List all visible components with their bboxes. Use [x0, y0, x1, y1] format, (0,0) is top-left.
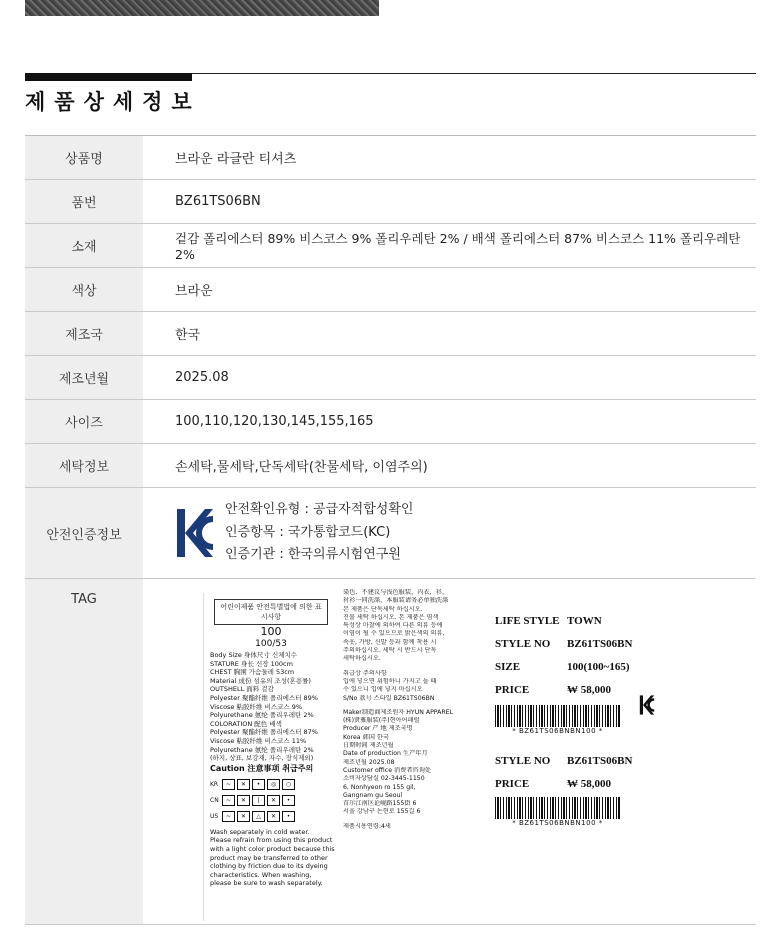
- care-country-code: CN: [210, 796, 219, 804]
- wash-tub-icon: ~: [222, 811, 235, 822]
- tag-text-line: STATURE 身长 신장 100cm: [210, 659, 293, 668]
- tag-text-line: characteristics. When washing,: [210, 870, 312, 879]
- product-image-strip: [25, 0, 379, 16]
- tag-text-line: 首尔江南区论岘路155街 6: [343, 800, 417, 808]
- tag-text-line: Viscose 粘胶纤维 비스코스 11%: [210, 736, 307, 745]
- spec-value: 한국: [175, 328, 201, 343]
- tag-text-line: 제조년월 2025.08: [343, 758, 395, 766]
- tag-text-line: (하지, 상표, 보강재, 자수, 장식제외): [210, 754, 314, 763]
- tag-text-line: clothing by friction due to its dyeing: [210, 862, 328, 871]
- tag-text-line: Customer office 消费者咨询处: [343, 766, 432, 774]
- dry-icon: △: [252, 811, 265, 822]
- spec-value: BZ61TS06BN: [175, 194, 261, 209]
- care-symbols-row: [204, 795, 338, 806]
- tag-text-line: Polyurethane 氨纶 폴리우레탄 2%: [210, 711, 314, 720]
- dry-flat-icon: |: [252, 795, 265, 806]
- spec-value: 브라운: [175, 284, 213, 299]
- spec-value: 100,110,120,130,145,155,165: [175, 414, 374, 429]
- spec-label: 사이즈: [25, 400, 143, 443]
- spec-label: 세탁정보: [25, 444, 143, 487]
- spec-label: 안전인증정보: [25, 488, 143, 578]
- price-label: PRICE: [495, 777, 530, 790]
- wash-tub-icon: ~: [222, 779, 235, 790]
- no-tumble-dry-icon: ✕: [267, 811, 280, 822]
- price-tag: [495, 609, 655, 827]
- price-line: [495, 772, 655, 795]
- style-value: BZ61TS06BN: [567, 637, 633, 650]
- caution-heading: Caution 注意事项 취급주의: [210, 763, 314, 773]
- tag-text-line: S/No 款号 스타일 BZ61TS06BN: [343, 694, 435, 702]
- tag-text-line: 제품시용연령:4세: [343, 822, 391, 830]
- tag-text-line: 소비자상담실 02-3445-1150: [343, 775, 425, 783]
- tag-text-line: 취급상 주의사항: [343, 669, 387, 677]
- style-value: BZ61TS06BN: [567, 754, 633, 767]
- style-label: STYLE NO: [495, 754, 551, 767]
- price-label: PRICE: [495, 683, 530, 696]
- tag-text-line: Material 成份 섬유의 조성(혼용률): [210, 676, 311, 685]
- product-spec-table: [25, 135, 756, 925]
- care-symbols-row: [204, 811, 338, 822]
- tag-text-line: Wash separately in cold water.: [210, 827, 310, 836]
- brand-line: [495, 609, 655, 632]
- style-label: STYLE NO: [495, 637, 551, 650]
- size-value: 100(100~165): [567, 660, 630, 673]
- wash-instruction-lines: [204, 828, 338, 888]
- spec-row: [25, 312, 756, 356]
- tag-text-line: COLORATION 配色 배색: [210, 719, 282, 728]
- iron-icon: •: [282, 795, 295, 806]
- no-tumble-dry-icon: ✕: [267, 795, 280, 806]
- tag-text-line: Polyester 聚酯纤维 폴리에스터 87%: [210, 728, 318, 737]
- barcode-text: * BZ61TS06BNBN100 *: [512, 727, 603, 735]
- tag-text-line: product may be transferred to other: [210, 853, 328, 862]
- tag-text-line: Producer 产 地 제조국명: [343, 725, 413, 733]
- header-accent-bar: [25, 73, 192, 81]
- care-country-code: KR: [210, 780, 219, 788]
- spec-label: TAG: [25, 579, 143, 924]
- barcode: [495, 705, 620, 727]
- tag-size: 100: [260, 625, 282, 638]
- size-line: [495, 655, 655, 678]
- tag-text-line: Korea 韩国 한국: [343, 733, 389, 741]
- tag-text-line: 본 제품은 단독세탁 하십시오.: [343, 605, 423, 613]
- spec-label: 제조국: [25, 312, 143, 355]
- kc-info-lines: [225, 499, 413, 567]
- caution-info-tag: [343, 589, 483, 844]
- tag-text-line: Polyester 聚酯纤维 폴리에스터 89%: [210, 693, 318, 702]
- tag-text-line: Date of production 生产年月: [343, 750, 428, 758]
- tag-text-line: Viscose 粘胶纤维 비스코스 9%: [210, 702, 303, 711]
- kc-line-item: 인증항목 : 국가통합코드(KC): [225, 524, 391, 540]
- spec-value: 손세탁,물세탁,단독세탁(찬물세탁, 이염주의): [175, 460, 428, 475]
- tag-text-line: 특성상 마찰에 의하여 다른 의류 등에: [343, 622, 443, 630]
- section-title: 제품상세정보: [25, 90, 201, 114]
- spec-row: [25, 136, 756, 180]
- spec-row: [25, 356, 756, 400]
- spec-value: 겉감 폴리에스터 89% 비스코스 9% 폴리우레탄 2% / 배색 폴리에스터 87% 비스코스 11% 폴리우레탄 2%: [175, 231, 741, 262]
- tag-text-line: with a light color product because this: [210, 844, 335, 853]
- tag-text-line: 衬衫一同洗涤，本服装请务必单独洗涤: [343, 597, 449, 605]
- tag-text-line: 입에 넣으면 위험하니 가지고 놀 때: [343, 677, 437, 685]
- tag-text-line: 이염이 될 수 있으므로 밝은색의 의류,: [343, 630, 445, 638]
- tag-text-line: OUTSHELL 面料 겉감: [210, 685, 274, 694]
- iron-icon: •: [252, 779, 265, 790]
- tag-text-line: 6, Nonhyeon ro 155 gil,: [343, 783, 416, 791]
- price-line: [495, 678, 655, 701]
- tag-text-line: 세탁하십시오.: [343, 655, 381, 663]
- caution-info-lines: [343, 589, 483, 831]
- spec-label: 소재: [25, 224, 143, 267]
- price-value: ₩ 58,000: [567, 777, 611, 790]
- kc-line-agency: 인증기관 : 한국의류시험연구원: [225, 547, 401, 563]
- spec-value: 2025.08: [175, 370, 229, 385]
- tag-text-line: Please refrain from using this product: [210, 836, 333, 845]
- kids-safety-box: 어린이제품 안전특별법에 의한 표시사항: [214, 599, 328, 625]
- composition-lines: [204, 651, 338, 763]
- brand-label: LIFE STYLE: [495, 614, 560, 627]
- brand-value: TOWN: [567, 614, 602, 627]
- dry-clean-icon: ○: [282, 779, 295, 790]
- kc-line-type: 안전확인유형 : 공급자적합성확인: [225, 502, 414, 518]
- price-value: ₩ 58,000: [567, 683, 611, 696]
- care-country-code: US: [210, 812, 219, 820]
- care-label-tag: [203, 593, 338, 921]
- size-label: SIZE: [495, 660, 521, 673]
- spec-label: 상품명: [25, 136, 143, 179]
- tag-text-line: Maker制造商제조원자 HYUN APPAREL: [343, 708, 454, 716]
- spec-label: 제조년월: [25, 356, 143, 399]
- tag-text-line: Body Size 身体尺寸 신체치수: [210, 651, 298, 659]
- tag-text-line: 수 있으니 입에 넣지 마십시오: [343, 686, 423, 694]
- no-tumble-dry-icon: ◎: [267, 779, 280, 790]
- tag-size-detail: 100/53: [255, 639, 287, 649]
- tag-text-line: 주의하십시오. 세탁 시 반드시 단독: [343, 647, 437, 655]
- iron-icon: •: [282, 811, 295, 822]
- spec-row: [25, 268, 756, 312]
- tag-text-line: 속옷, 가방, 신발 등과 함께 착용 시: [343, 638, 437, 646]
- care-symbols-row: [204, 779, 338, 790]
- barcode-text: * BZ61TS06BNBN100 *: [512, 819, 603, 827]
- no-bleach-icon: ✕: [237, 795, 250, 806]
- barcode: [495, 797, 620, 819]
- spec-label: 품번: [25, 180, 143, 223]
- spec-row: [25, 180, 756, 224]
- tag-text-line: 染色、不建议与浅色服装，内衣，衫，: [343, 589, 449, 596]
- spec-value: 브라운 라글란 티셔츠: [175, 152, 297, 167]
- tag-text-line: 진물 세탁 하십시오. 본 제품은 염색: [343, 613, 439, 621]
- spec-row: [25, 444, 756, 488]
- no-bleach-icon: ✕: [237, 811, 250, 822]
- tag-text-line: 日期时间 제조년월: [343, 742, 394, 750]
- spec-row: [25, 224, 756, 268]
- spec-label: 색상: [25, 268, 143, 311]
- tag-row: [25, 579, 756, 925]
- kc-mark-icon: [175, 503, 215, 563]
- safety-cert-value: [143, 488, 756, 578]
- tag-text-line: (株)贤雅服装(주)현아어패럴: [343, 717, 420, 725]
- kc-mark-icon: [639, 693, 655, 717]
- tag-text-line: 서울 강남구 논현로 155길 6: [343, 808, 421, 816]
- safety-cert-row: [25, 488, 756, 579]
- no-bleach-icon: ✕: [237, 779, 250, 790]
- wash-tub-icon: ~: [222, 795, 235, 806]
- tag-text-line: CHEST 胸围 가슴둘레 53cm: [210, 668, 295, 677]
- style-line: [495, 632, 655, 655]
- tag-images: [143, 579, 756, 924]
- tag-text-line: Gangnam gu Seoul: [343, 791, 403, 799]
- style-line: [495, 749, 655, 772]
- spec-row: [25, 400, 756, 444]
- tag-text-line: please be sure to wash separately.: [210, 879, 323, 888]
- kc-block: [175, 499, 413, 567]
- tag-text-line: Polyurethane 氨纶 폴리우레탄 2%: [210, 745, 314, 754]
